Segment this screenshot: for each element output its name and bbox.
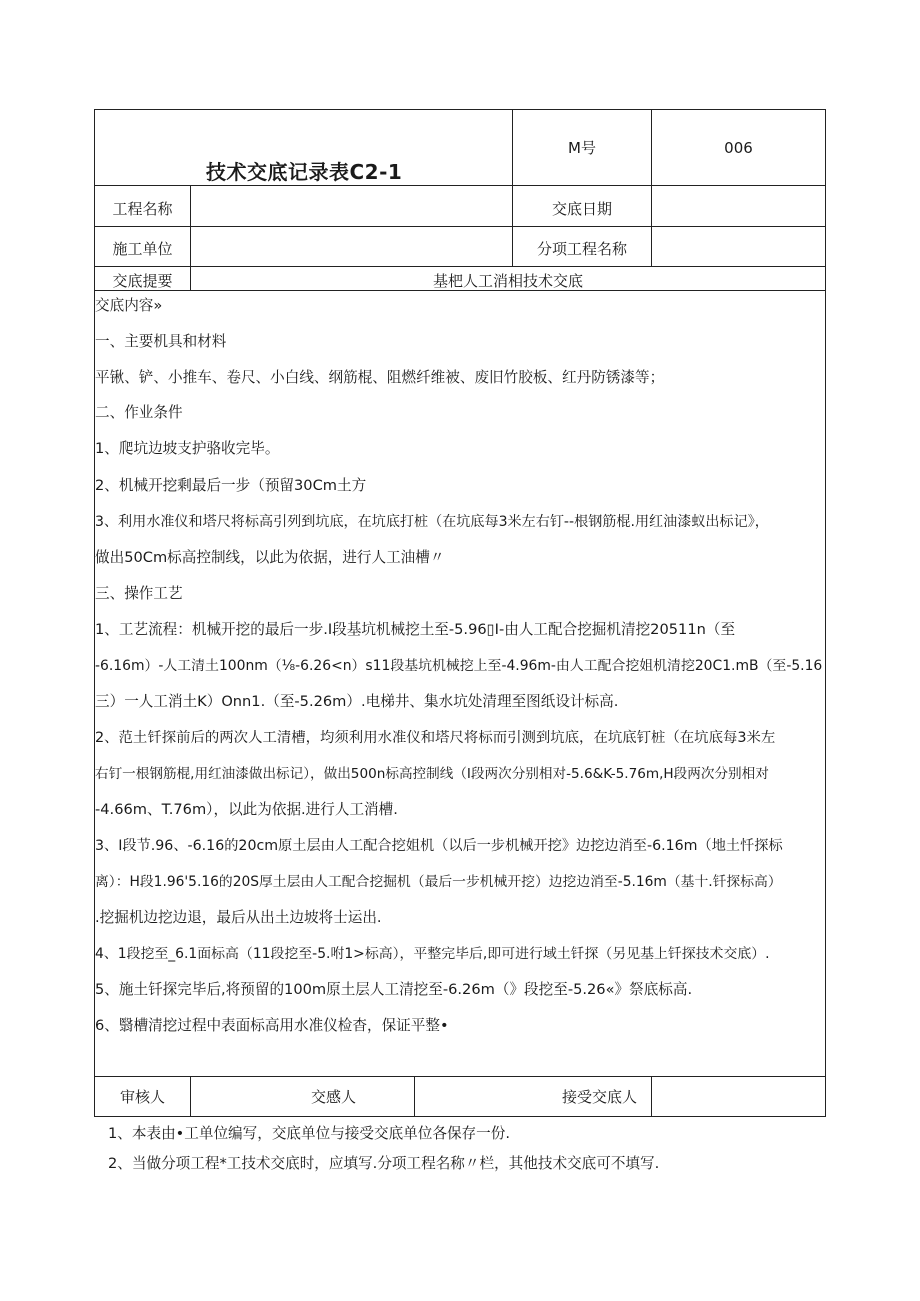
receiver-signature-field[interactable] <box>652 1077 825 1116</box>
table-bottom-border <box>94 1116 826 1117</box>
summary-label: 交底提要 <box>112 272 173 290</box>
content-line: 交底内容» <box>95 297 163 314</box>
number-value: 006 <box>724 139 753 157</box>
content-line: 1、工艺流程：机械开挖的最后一步.I段基坑机械挖土至-5.96▯I-由人工配合挖掘机清挖20511n（至 <box>95 621 736 638</box>
summary-value: 基杷人工消相技术交底 <box>432 272 583 290</box>
content-line: 右钉一根钢筋棍,用红油漆做出标记），做出500n标高控制线（I段两次分别相对-5.6&K-5.76m,H段两次分别相对 <box>95 766 769 782</box>
table-left-border <box>94 109 95 1117</box>
row-divider-4 <box>94 290 826 291</box>
content-line: 做出50Cm标高控制线，以此为依据，进行人工油槽〃 <box>95 549 445 566</box>
date-field[interactable] <box>652 186 825 226</box>
content-line: -4.66m、T.76m），以此为依据.进行人工消槽. <box>95 801 398 818</box>
form-title: 技术交底记录表C2-1 <box>206 160 403 184</box>
content-line: 1、爬坑边坡支护骆收完毕。 <box>95 440 280 457</box>
content-line: 2、范土钎探前后的两次人工清槽，均须利用水准仪和塔尺将标而引测到坑底，在坑底钉桩（在坑底每3米左 <box>95 730 776 746</box>
project-name-label: 工程名称 <box>112 200 173 218</box>
table-right-border <box>825 109 826 1117</box>
content-line: 2、机械开挖剩最后一步（预留30Cm土方 <box>95 477 367 494</box>
content-line: -6.16m）-人工清土100nm（⅛-6.26<n）s11段基坑机械挖上至-4.96m-由人工配合挖姐机清挖20C1.mB（至-5.16 <box>95 658 823 674</box>
content-line: 三）一人工消土K）Onn1.（至-5.26m）.电梯井、集水坑处清理至图纸设计标高. <box>95 693 619 710</box>
discloser-label: 交感人 <box>311 1088 357 1106</box>
row-divider-3 <box>94 266 826 267</box>
content-line: 一、主要机具和材料 <box>95 333 227 350</box>
receiver-label: 接受交底人 <box>561 1088 637 1106</box>
footnote: 1、本表由•工单位编写，交底单位与接受交底单位各保存一份. <box>108 1125 510 1142</box>
table-top-border <box>94 109 826 110</box>
content-line: 平锹、铲、小推车、卷尺、小白线、纲筋棍、阻燃纤维被、废旧竹胶板、红丹防锈漆等； <box>95 369 665 386</box>
content-line: 5、施土钎探完毕后,将预留的100m原土层人工清挖至-6.26m（》段挖至-5.26«》祭底标高. <box>95 981 693 998</box>
date-label: 交底日期 <box>551 200 612 218</box>
content-line: 二、作业条件 <box>95 404 183 421</box>
content-line: .挖掘机边挖边退，最后从出土边坡将士运出. <box>95 909 382 926</box>
reviewer-label: 审核人 <box>119 1088 165 1106</box>
content-line: 6、翳槽清挖过程中表面标高用水准仪检杳，保证平整• <box>95 1017 449 1034</box>
content-line: 离）：H段1.96'5.16的20S厚土层由人工配合挖掘机（最后一步机械开挖）边挖边消至-5.16m（基十.钎探标高） <box>95 874 782 890</box>
content-line: 4、1段挖至_6.1面标高（11段挖至-5.咐1>标高），平整完毕后,即可进行域土钎探（另见基上钎探技术交底）. <box>95 946 770 962</box>
subitem-field[interactable] <box>652 227 825 266</box>
content-line: 三、操作工艺 <box>95 585 183 602</box>
content-line: 3、I段节.96、-6.16的20cm原土层由人工配合挖姐机（以后一步机械开挖》边挖边消至-6.16m（地土忏探标 <box>95 838 783 854</box>
content-line: 3、利用水准仪和塔尺将标高引列到坑底，在坑底打桩（在坑底每3米左右钉--根钢筋棍.用红油漆蚁出标记》， <box>95 514 769 530</box>
unit-label: 施工单位 <box>112 240 173 258</box>
unit-field[interactable] <box>191 227 512 266</box>
subitem-label: 分项工程名称 <box>536 240 627 258</box>
footnote: 2、当做分项工程*工技术交底时，应填写.分项工程名称〃栏，其他技术交底可不填写. <box>108 1155 660 1172</box>
project-name-field[interactable] <box>191 186 512 226</box>
number-label: M号 <box>568 139 596 157</box>
